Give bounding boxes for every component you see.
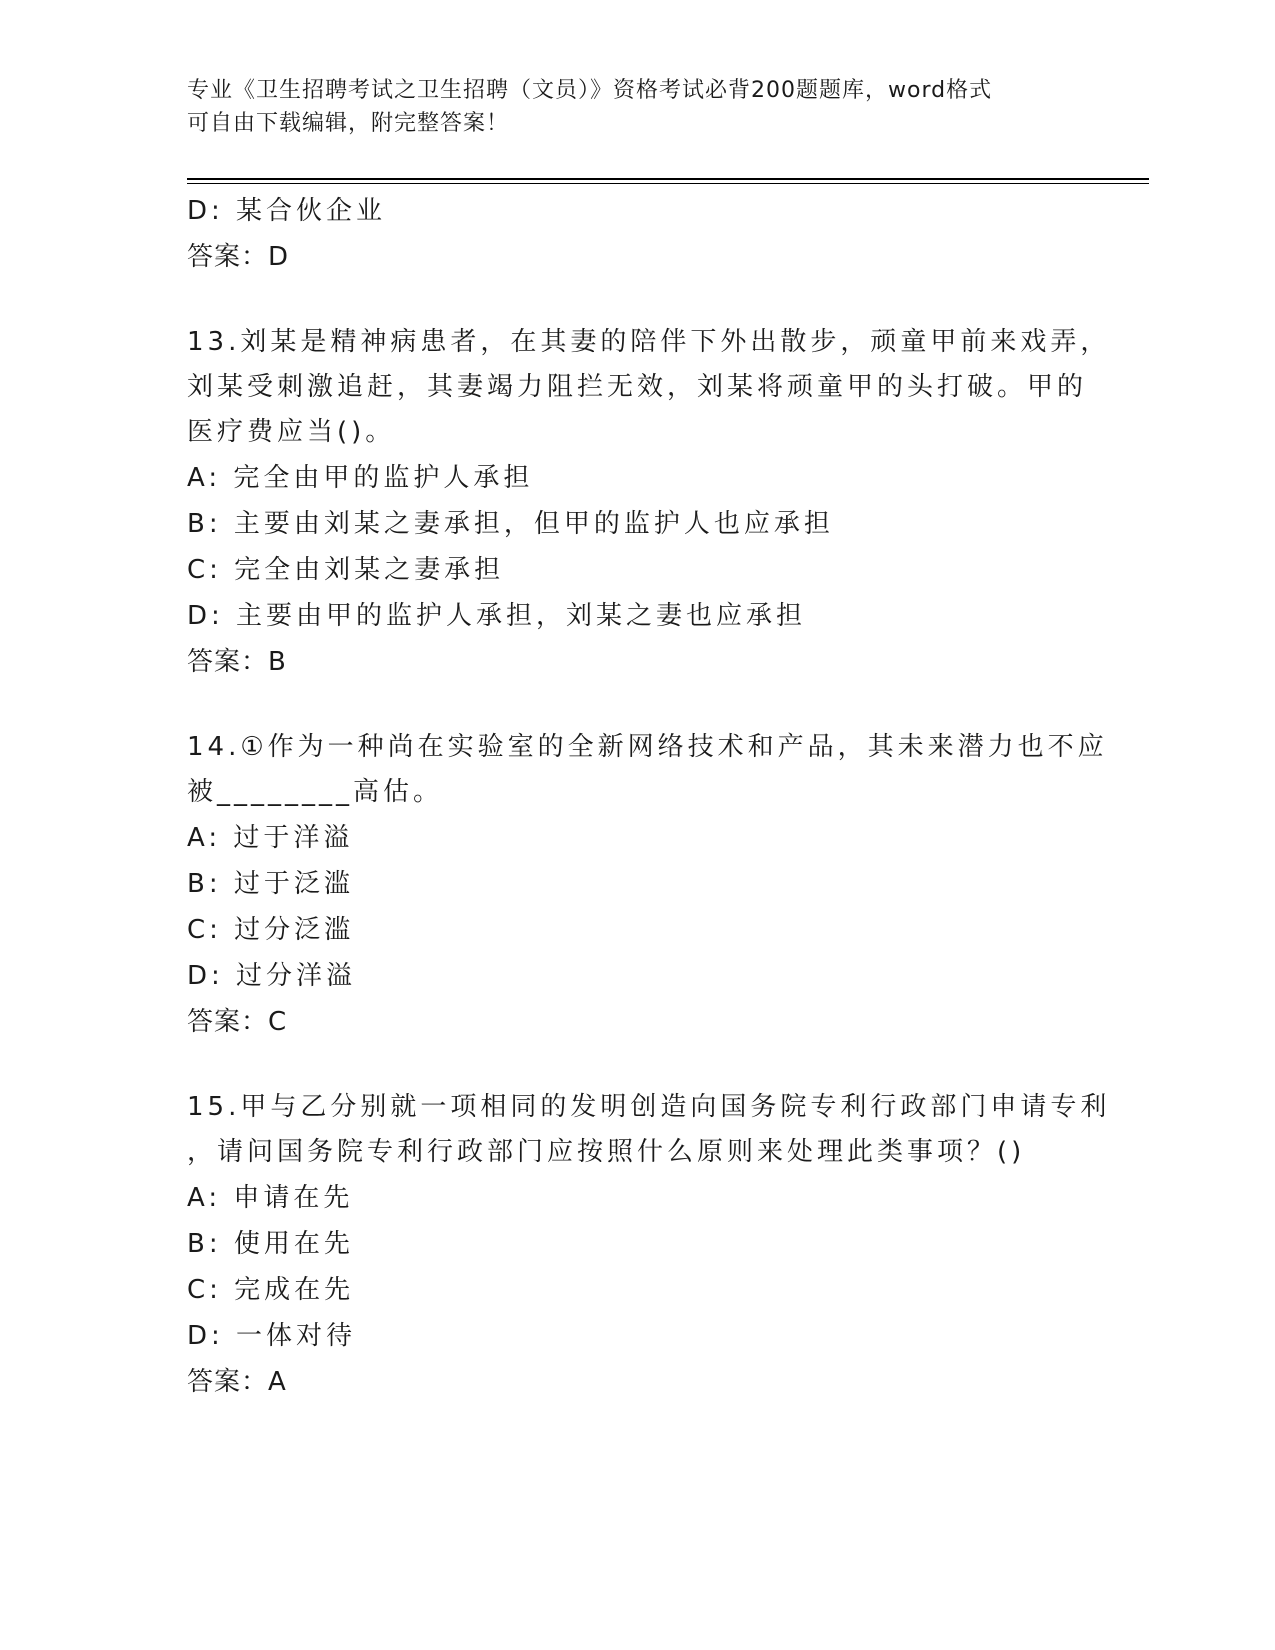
option-a: A: 申请在先: [187, 1183, 354, 1213]
question-text-line: 13.刘某是精神病患者，在其妻的陪伴下外出散步，顽童甲前来戏弄，: [187, 327, 1111, 357]
header-divider-thick: [187, 178, 1149, 180]
spacer: [187, 280, 1087, 320]
header-title-line-1: 专业《卫生招聘考试之卫生招聘（文员）》资格考试必背200题题库，word格式: [187, 78, 993, 103]
option-d: D: 过分洋溢: [187, 961, 357, 991]
header-title-line-2: 可自由下载编辑，附完整答案！: [187, 111, 510, 136]
option-d: D: 一体对待: [187, 1321, 357, 1351]
option-b: B: 过于泛滥: [187, 869, 354, 899]
document-body: [187, 188, 1111, 1405]
question-text-line: 被________高估。: [187, 777, 444, 807]
option-a: A: 完全由甲的监护人承担: [187, 463, 534, 493]
spacer: [187, 685, 1087, 725]
option-c: C: 完全由刘某之妻承担: [187, 555, 505, 585]
option-d: D: 主要由甲的监护人承担，刘某之妻也应承担: [187, 601, 807, 631]
option-b: B: 使用在先: [187, 1229, 354, 1259]
answer-line: 答案：C: [187, 1007, 288, 1037]
question-12-tail: [187, 188, 1087, 280]
question-text-line: 14.①作为一种尚在实验室的全新网络技术和产品，其未来潜力也不应: [187, 732, 1108, 762]
question-14: [187, 725, 1108, 1045]
option-d: D: 某合伙企业: [187, 196, 387, 226]
question-text-line: 医疗费应当()。: [187, 417, 396, 447]
question-text-line: ，请问国务院专利行政部门应按照什么原则来处理此类事项？(): [187, 1137, 1026, 1167]
option-c: C: 过分泛滥: [187, 915, 355, 945]
document-header: [187, 74, 1057, 140]
question-text-line: 15.甲与乙分别就一项相同的发明创造向国务院专利行政部门申请专利: [187, 1092, 1111, 1122]
answer-line: 答案：A: [187, 1367, 287, 1397]
answer-line: 答案：B: [187, 647, 287, 677]
question-13: [187, 320, 1111, 685]
spacer: [187, 1045, 1087, 1085]
header-divider-thin: [187, 183, 1149, 184]
answer-line: 答案：D: [187, 242, 290, 272]
question-15: [187, 1085, 1111, 1405]
option-c: C: 完成在先: [187, 1275, 355, 1305]
question-text-line: 刘某受刺激追赶，其妻竭力阻拦无效，刘某将顽童甲的头打破。甲的: [187, 372, 1088, 402]
option-b: B: 主要由刘某之妻承担，但甲的监护人也应承担: [187, 509, 834, 539]
option-a: A: 过于洋溢: [187, 823, 354, 853]
